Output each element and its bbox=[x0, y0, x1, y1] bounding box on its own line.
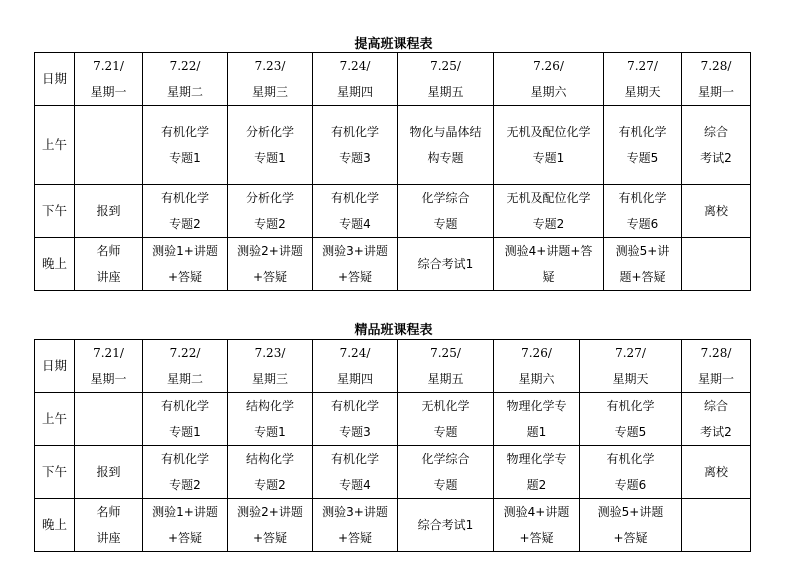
session-text-line: 有机化学 bbox=[160, 399, 209, 413]
session-text-line: 专题 bbox=[433, 425, 458, 439]
date-label: 7.27/ bbox=[615, 346, 646, 360]
session-text-line: 专题6 bbox=[614, 478, 647, 492]
session-text-line: 测验2+讲题 bbox=[237, 505, 303, 519]
afternoon-row bbox=[35, 185, 751, 238]
row-label-afternoon: 下午 bbox=[35, 446, 75, 499]
session-text-line: 专题 bbox=[433, 217, 458, 231]
morning-session-cell bbox=[682, 393, 751, 446]
afternoon-session-cell bbox=[398, 446, 494, 499]
session-text-line: 无机及配位化学 bbox=[506, 125, 591, 139]
morning-session-cell bbox=[143, 393, 228, 446]
session-text-line: 有机化学 bbox=[160, 125, 209, 139]
day-header bbox=[398, 340, 494, 393]
evening-session-cell bbox=[580, 499, 682, 552]
date-label: 7.25/ bbox=[430, 346, 461, 360]
session-text-line: 题+答疑 bbox=[619, 270, 666, 284]
session-text-line: 测验2+讲题 bbox=[237, 244, 303, 258]
day-header bbox=[494, 340, 580, 393]
date-label: 7.22/ bbox=[169, 59, 201, 73]
session-text-line: 物理化学专 bbox=[506, 452, 567, 466]
weekday-label: 星期五 bbox=[427, 372, 464, 386]
session-text-line: 题2 bbox=[526, 478, 547, 492]
evening-session-cell bbox=[398, 499, 494, 552]
morning-session-cell bbox=[494, 106, 604, 185]
session-text-line: 考试2 bbox=[700, 151, 732, 165]
morning-session-cell bbox=[682, 106, 751, 185]
day-header bbox=[228, 53, 313, 106]
session-text-line: 专题5 bbox=[626, 151, 659, 165]
session-text-line: 专题3 bbox=[339, 425, 371, 439]
weekday-label: 星期一 bbox=[697, 85, 734, 99]
session-text-line: 专题4 bbox=[339, 478, 371, 492]
session-text-line: 测验3+讲题 bbox=[322, 244, 388, 258]
evening-row bbox=[35, 499, 751, 552]
day-header bbox=[398, 53, 494, 106]
session-text-line: 专题 bbox=[433, 478, 458, 492]
session-text-line: 无机及配位化学 bbox=[506, 191, 591, 205]
date-label: 7.23/ bbox=[254, 346, 286, 360]
session-text-line: 专题2 bbox=[254, 478, 286, 492]
afternoon-session-cell bbox=[604, 185, 682, 238]
day-header bbox=[313, 53, 398, 106]
session-text-line: 名师 bbox=[96, 244, 121, 258]
session-text-line: +答疑 bbox=[337, 270, 373, 284]
afternoon-session-cell bbox=[682, 446, 751, 499]
session-text-line: 测验5+讲题 bbox=[597, 505, 664, 519]
date-label: 7.28/ bbox=[700, 59, 732, 73]
weekday-label: 星期一 bbox=[90, 372, 127, 386]
session-text-line: +答疑 bbox=[252, 270, 288, 284]
session-text-line: 综合 bbox=[703, 399, 728, 413]
session-text-line: 测验4+讲题+答 bbox=[504, 244, 593, 258]
session-text-line: 有机化学 bbox=[606, 399, 655, 413]
session-text-line: +答疑 bbox=[252, 531, 288, 545]
day-header bbox=[604, 53, 682, 106]
session-text-line: 专题1 bbox=[254, 151, 286, 165]
session-text-line: 题1 bbox=[526, 425, 547, 439]
evening-session-cell bbox=[682, 499, 751, 552]
evening-session-cell bbox=[75, 499, 143, 552]
schedule-table bbox=[34, 52, 751, 291]
morning-session-cell bbox=[228, 393, 313, 446]
date-row bbox=[35, 340, 751, 393]
weekday-label: 星期三 bbox=[251, 372, 288, 386]
session-text-line: 综合 bbox=[703, 125, 728, 139]
session-text-line: 有机化学 bbox=[330, 125, 379, 139]
weekday-label: 星期三 bbox=[251, 85, 288, 99]
session-text-line: 专题4 bbox=[339, 217, 371, 231]
day-header bbox=[682, 340, 751, 393]
session-text-line: 无机化学 bbox=[421, 399, 470, 413]
session-text-line: 专题3 bbox=[339, 151, 371, 165]
session-text-line: 综合考试1 bbox=[417, 257, 474, 271]
row-label-date: 日期 bbox=[35, 53, 75, 106]
evening-session-cell bbox=[313, 499, 398, 552]
evening-session-cell bbox=[228, 238, 313, 291]
evening-session-cell bbox=[682, 238, 751, 291]
afternoon-session-cell bbox=[682, 185, 751, 238]
session-text-line: 专题6 bbox=[626, 217, 659, 231]
session-text-line: 测验4+讲题 bbox=[503, 505, 570, 519]
evening-session-cell bbox=[143, 238, 228, 291]
session-text-line: 专题1 bbox=[169, 151, 201, 165]
morning-session-cell bbox=[398, 106, 494, 185]
afternoon-session-cell bbox=[75, 446, 143, 499]
morning-session-cell bbox=[313, 393, 398, 446]
date-label: 7.26/ bbox=[533, 59, 564, 73]
session-text-line: 分析化学 bbox=[245, 125, 294, 139]
date-label: 7.25/ bbox=[430, 59, 461, 73]
date-label: 7.24/ bbox=[339, 59, 371, 73]
day-header bbox=[143, 53, 228, 106]
evening-session-cell bbox=[313, 238, 398, 291]
session-text-line: 报到 bbox=[96, 204, 121, 218]
afternoon-session-cell bbox=[494, 446, 580, 499]
date-label: 7.21/ bbox=[93, 59, 124, 73]
session-text-line: 有机化学 bbox=[606, 452, 655, 466]
morning-session-cell bbox=[580, 393, 682, 446]
weekday-label: 星期四 bbox=[336, 372, 373, 386]
day-header bbox=[143, 340, 228, 393]
afternoon-row bbox=[35, 446, 751, 499]
session-text-line: 有机化学 bbox=[618, 191, 667, 205]
day-header bbox=[313, 340, 398, 393]
session-text-line: 结构化学 bbox=[245, 399, 294, 413]
session-text-line: 专题2 bbox=[169, 217, 201, 231]
weekday-label: 星期二 bbox=[166, 372, 203, 386]
date-label: 7.21/ bbox=[93, 346, 124, 360]
afternoon-session-cell bbox=[494, 185, 604, 238]
session-text-line: 讲座 bbox=[96, 270, 121, 284]
afternoon-session-cell bbox=[228, 185, 313, 238]
session-text-line: +答疑 bbox=[337, 531, 373, 545]
morning-row bbox=[35, 393, 751, 446]
session-text-line: +答疑 bbox=[519, 531, 554, 545]
session-text-line: 结构化学 bbox=[245, 452, 294, 466]
evening-session-cell bbox=[228, 499, 313, 552]
afternoon-session-cell bbox=[313, 446, 398, 499]
schedule-table bbox=[34, 339, 751, 552]
session-text-line: 综合考试1 bbox=[417, 518, 474, 532]
session-text-line: 离校 bbox=[703, 204, 728, 218]
evening-session-cell bbox=[143, 499, 228, 552]
session-text-line: +答疑 bbox=[613, 531, 648, 545]
session-text-line: 专题2 bbox=[254, 217, 286, 231]
morning-row bbox=[35, 106, 751, 185]
weekday-label: 星期一 bbox=[697, 372, 734, 386]
day-header bbox=[228, 340, 313, 393]
schedule-title: 提高班课程表 bbox=[354, 37, 433, 52]
session-text-line: 专题1 bbox=[532, 151, 565, 165]
session-text-line: 讲座 bbox=[96, 531, 121, 545]
weekday-label: 星期二 bbox=[166, 85, 203, 99]
weekday-label: 星期五 bbox=[427, 85, 464, 99]
row-label-morning: 上午 bbox=[35, 106, 75, 185]
row-label-morning: 上午 bbox=[35, 393, 75, 446]
date-label: 7.27/ bbox=[627, 59, 658, 73]
morning-session-cell bbox=[313, 106, 398, 185]
weekday-label: 星期六 bbox=[518, 372, 555, 386]
date-label: 7.28/ bbox=[700, 346, 732, 360]
day-header bbox=[682, 53, 751, 106]
afternoon-session-cell bbox=[143, 185, 228, 238]
weekday-label: 星期四 bbox=[336, 85, 373, 99]
session-text-line: 测验5+讲 bbox=[615, 244, 670, 258]
morning-session-cell bbox=[143, 106, 228, 185]
evening-session-cell bbox=[494, 238, 604, 291]
session-text-line: 专题1 bbox=[169, 425, 201, 439]
date-label: 7.23/ bbox=[254, 59, 286, 73]
morning-session-cell bbox=[398, 393, 494, 446]
evening-session-cell bbox=[604, 238, 682, 291]
morning-session-cell bbox=[228, 106, 313, 185]
session-text-line: 有机化学 bbox=[330, 452, 379, 466]
weekday-label: 星期天 bbox=[612, 372, 649, 386]
morning-session-cell bbox=[75, 393, 143, 446]
afternoon-session-cell bbox=[143, 446, 228, 499]
session-text-line: 有机化学 bbox=[160, 452, 209, 466]
session-text-line: 有机化学 bbox=[618, 125, 667, 139]
evening-row bbox=[35, 238, 751, 291]
afternoon-session-cell bbox=[228, 446, 313, 499]
session-text-line: 化学综合 bbox=[421, 452, 470, 466]
evening-session-cell bbox=[398, 238, 494, 291]
session-text-line: 分析化学 bbox=[245, 191, 294, 205]
weekday-label: 星期六 bbox=[530, 85, 567, 99]
session-text-line: +答疑 bbox=[167, 270, 203, 284]
row-label-afternoon: 下午 bbox=[35, 185, 75, 238]
date-label: 7.24/ bbox=[339, 346, 371, 360]
session-text-line: 物理化学专 bbox=[506, 399, 567, 413]
weekday-label: 星期一 bbox=[90, 85, 127, 99]
schedule-title: 精品班课程表 bbox=[354, 323, 433, 338]
session-text-line: 名师 bbox=[96, 505, 121, 519]
session-text-line: 专题5 bbox=[614, 425, 647, 439]
afternoon-session-cell bbox=[398, 185, 494, 238]
session-text-line: 测验1+讲题 bbox=[152, 505, 218, 519]
session-text-line: 化学综合 bbox=[421, 191, 470, 205]
session-text-line: 报到 bbox=[96, 465, 121, 479]
session-text-line: 疑 bbox=[542, 270, 555, 284]
session-text-line: 专题1 bbox=[254, 425, 286, 439]
evening-session-cell bbox=[75, 238, 143, 291]
day-header bbox=[494, 53, 604, 106]
row-label-date: 日期 bbox=[35, 340, 75, 393]
session-text-line: 测验1+讲题 bbox=[152, 244, 218, 258]
session-text-line: 构专题 bbox=[427, 151, 464, 165]
session-text-line: 考试2 bbox=[700, 425, 732, 439]
morning-session-cell bbox=[494, 393, 580, 446]
day-header bbox=[75, 53, 143, 106]
afternoon-session-cell bbox=[313, 185, 398, 238]
date-row bbox=[35, 53, 751, 106]
session-text-line: 有机化学 bbox=[160, 191, 209, 205]
session-text-line: +答疑 bbox=[167, 531, 203, 545]
session-text-line: 物化与晶体结 bbox=[409, 125, 482, 139]
date-label: 7.26/ bbox=[521, 346, 552, 360]
session-text-line: 专题2 bbox=[532, 217, 565, 231]
row-label-evening: 晚上 bbox=[35, 238, 75, 291]
session-text-line: 有机化学 bbox=[330, 399, 379, 413]
day-header bbox=[580, 340, 682, 393]
session-text-line: 离校 bbox=[703, 465, 728, 479]
session-text-line: 专题2 bbox=[169, 478, 201, 492]
morning-session-cell bbox=[75, 106, 143, 185]
session-text-line: 有机化学 bbox=[330, 191, 379, 205]
evening-session-cell bbox=[494, 499, 580, 552]
afternoon-session-cell bbox=[580, 446, 682, 499]
weekday-label: 星期天 bbox=[624, 85, 661, 99]
row-label-evening: 晚上 bbox=[35, 499, 75, 552]
date-label: 7.22/ bbox=[169, 346, 201, 360]
session-text-line: 测验3+讲题 bbox=[322, 505, 388, 519]
morning-session-cell bbox=[604, 106, 682, 185]
day-header bbox=[75, 340, 143, 393]
afternoon-session-cell bbox=[75, 185, 143, 238]
